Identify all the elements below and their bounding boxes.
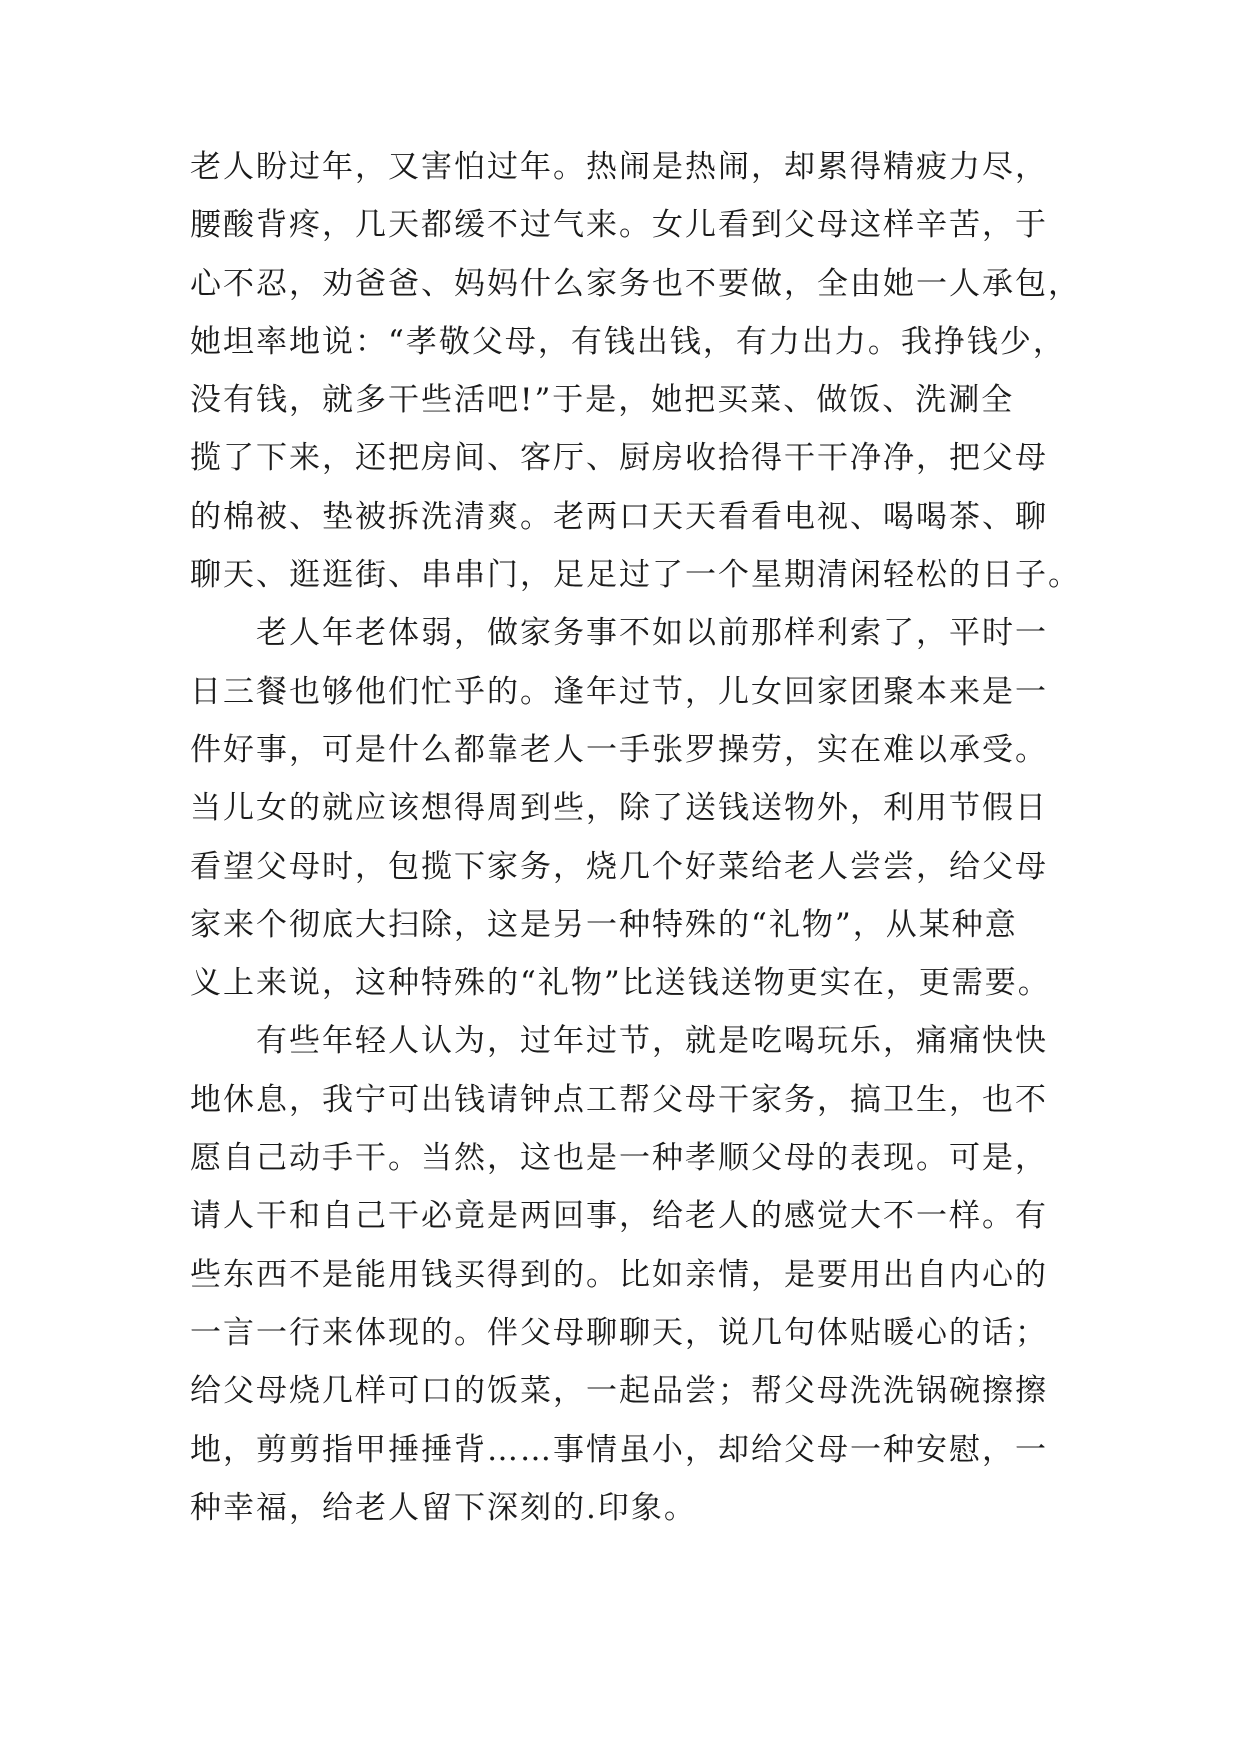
- text-line: 日三餐也够他们忙乎的。逢年过节，儿女回家团聚本来是一: [190, 673, 1048, 710]
- text-line: 请人干和自己干必竟是两回事，给老人的感觉大不一样。有: [190, 1198, 1048, 1235]
- text-line: 件好事，可是什么都靠老人一手张罗操劳，实在难以承受。: [190, 731, 1048, 768]
- paragraph-2: [190, 604, 1070, 1012]
- text-line: 老人年老体弱，做家务事不如以前那样利索了，平时一: [256, 615, 1048, 652]
- text-line: 她坦率地说：“孝敬父母，有钱出钱，有力出力。我挣钱少，: [190, 323, 1066, 360]
- text-line: 腰酸背疼，几天都缓不过气来。女儿看到父母这样辛苦，于: [190, 207, 1048, 244]
- document-body: [190, 138, 1081, 1537]
- text-line: 一言一行来体现的。伴父母聊聊天，说几句体贴暖心的话；: [190, 1314, 1048, 1351]
- text-line: 有些年轻人认为，过年过节，就是吃喝玩乐，痛痛快快: [256, 1023, 1048, 1060]
- text-line: 老人盼过年，又害怕过年。热闹是热闹，却累得精疲力尽，: [190, 149, 1048, 185]
- text-line: 地，剪剪指甲捶捶背……事情虽小，却给父母一种安慰，一: [190, 1431, 1048, 1468]
- text-line: 当儿女的就应该想得周到些，除了送钱送物外，利用节假日: [190, 790, 1048, 827]
- text-line: 看望父母时，包揽下家务，烧几个好菜给老人尝尝，给父母: [190, 848, 1048, 885]
- text-line: 没有钱，就多干些活吧!”于是，她把买菜、做饭、洗涮全: [190, 382, 1015, 419]
- paragraph-3: [190, 1012, 1070, 1537]
- text-line: 义上来说，这种特殊的“礼物”比送钱送物更实在，更需要。: [190, 965, 1051, 1002]
- text-line: 种幸福，给老人留下深刻的.印象。: [190, 1489, 697, 1526]
- text-line: 聊天、逛逛街、串串门，足足过了一个星期清闲轻松的日子。: [190, 557, 1081, 594]
- paragraph-1: [190, 138, 1081, 604]
- text-line: 心不忍，劝爸爸、妈妈什么家务也不要做，全由她一人承包，: [190, 265, 1081, 302]
- text-line: 地休息，我宁可出钱请钟点工帮父母干家务，搞卫生，也不: [190, 1081, 1048, 1118]
- text-line: 些东西不是能用钱买得到的。比如亲情，是要用出自内心的: [190, 1256, 1048, 1293]
- text-line: 家来个彻底大扫除，这是另一种特殊的“礼物”，从某种意: [190, 906, 1018, 943]
- text-line: 愿自己动手干。当然，这也是一种孝顺父母的表现。可是，: [190, 1140, 1048, 1177]
- text-line: 的棉被、垫被拆洗清爽。老两口天天看看电视、喝喝茶、聊: [190, 498, 1048, 535]
- text-line: 给父母烧几样可口的饭菜，一起品尝；帮父母洗洗锅碗擦擦: [190, 1373, 1048, 1410]
- text-line: 揽了下来，还把房间、客厅、厨房收拾得干干净净，把父母: [190, 440, 1048, 477]
